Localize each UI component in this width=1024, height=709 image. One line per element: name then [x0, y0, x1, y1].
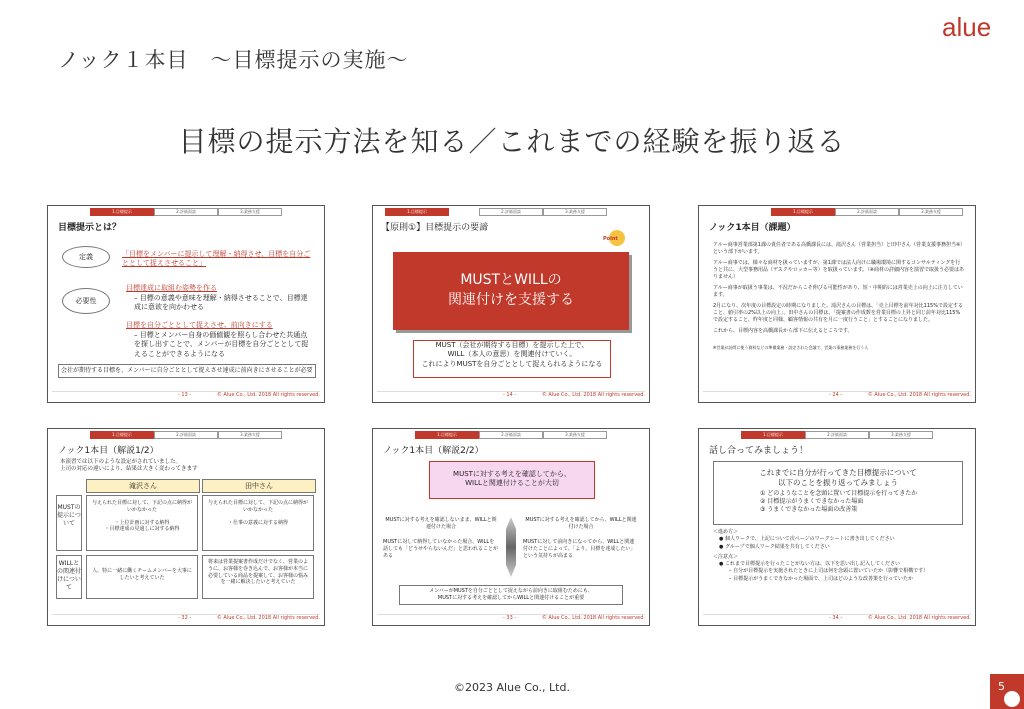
assignment-paragraph: アルー商事営業部第1課の責任者である高橋課長には、滝沢さん（営業担当）と田中さん（営業支援事務担当※）という部下がいます。	[713, 242, 963, 255]
explanation-line: これによりMUSTを自分ごととして捉えられるようになる	[421, 359, 603, 368]
necessity-point-2: 目標を自分ごととして捉えさせ、前向きにする	[126, 321, 273, 329]
slide-thumbnail	[698, 205, 976, 403]
discussion-question: これまでに自分が行ってきた目標提示について	[759, 468, 917, 477]
instruction-item: ● 個人ワークで、上記について次ページのワークシートに書き出してください	[719, 536, 895, 543]
slide-thumbnail	[47, 428, 325, 626]
alue-logo: alue	[942, 12, 992, 42]
slide-title: 目標提示とは？	[58, 223, 122, 233]
column-header: 滝沢さん	[86, 479, 200, 493]
intro-line: 上司の対応の違いにより、結果は大きく変わってきます	[60, 466, 198, 473]
slide-thumbnail	[372, 205, 650, 403]
explanation-line: WILL（本人の意思）を関連付けていく。	[447, 350, 577, 359]
page-footer-copyright: ©2023 Alue Co., Ltd.	[454, 681, 570, 694]
intro-line: 本演習では以下のような設定がされていました。	[60, 459, 182, 465]
instruction-item: ● グループで個人ワーク結果を共有してください	[719, 543, 830, 550]
slide-tab: 3.業務支援	[869, 431, 933, 439]
explanation-intro	[60, 459, 197, 474]
slide-tab: 1.目標提示	[90, 208, 154, 216]
necessity-point-1: 目標達成に取組む姿勢を作る	[126, 284, 217, 292]
left-case-bullet: MUSTに対して納得していなかった場合、WILLを話しても「どうせやらないんだ」と思われることがある	[383, 539, 499, 559]
discussion-item: ② 目標提示がうまくできなかった場面	[760, 498, 864, 506]
necessity-point-2-body: – 目標とメンバー自身の価値観を照らし合わせた共通点を探し出すことで、メンバーが目標を自分ごととして捉えることができるようになる	[134, 331, 309, 358]
assignment-paragraph: アルー商事では、様々な商材を扱っていますが、第1課では法人向けに職場環境に関するコンサルティングを行うと共に、大型事務用品（デスクやロッカー等）を取扱っています。（※商材の詳細内容を演習で取扱う必要はありません）	[713, 260, 964, 280]
row-header: WILLとの関連付けについて	[56, 555, 82, 599]
slide-number: - 32 -	[178, 615, 192, 621]
slide-copyright: © Alue Co., Ltd. 2018 All rights reserved.	[867, 392, 971, 398]
slide-title: 話し合ってみましょう！	[709, 446, 809, 456]
instruction-text: グループで個人ワーク結果を共有してください	[724, 543, 830, 550]
slide-number: - 14 -	[503, 392, 517, 398]
slide-tab: 2.評価面談	[479, 208, 543, 216]
slide-copyright: © Alue Co., Ltd. 2018 All rights reserved.	[216, 392, 320, 398]
cell-text: ・仕事の意義に対する納得	[227, 519, 288, 526]
left-case-heading: MUSTに対する考えを確認しないまま、WILLと関連付けた場合	[385, 517, 497, 530]
slide-tab: 3.業務支援	[218, 208, 282, 216]
discussion-question: 以下のことを振り返ってみましょう	[778, 478, 898, 488]
slide-tab: 1.目標提示	[385, 208, 449, 216]
note-subitem: – 自分が目標提示を実施されたときに上司は何を念頭に置いていたか（影響で相構です）	[729, 568, 929, 575]
discussion-item: ① どのようなことを念頭に置いて目標提示を行ってきたか	[760, 490, 918, 498]
note-text: これまで目標提示を行ったことがない方は、以下を思い出し記入してください	[724, 561, 900, 567]
note-item: ● これまで目標提示を行ったことがない方は、以下を思い出し記入してください	[719, 561, 900, 567]
discussion-item: ③ うまくできなかった場面の改善策	[760, 506, 858, 514]
page-heading: 目標の提示方法を知る／これまでの経験を振り返る	[178, 125, 846, 158]
slide-thumbnail	[47, 205, 325, 403]
slide-tab: 1.目標提示	[741, 431, 805, 439]
slide-tab: 3.業務支援	[543, 208, 607, 216]
assignment-note: ※営業が訪問に使う資料などの準備業務・設定された会議で、営業の事務業務を行う人	[713, 345, 869, 350]
slide-number: - 13 -	[178, 392, 192, 398]
slide-copyright: © Alue Co., Ltd. 2018 All rights reserved.	[216, 615, 320, 621]
slide-copyright: © Alue Co., Ltd. 2018 All rights reserved.	[541, 392, 645, 398]
instructions-heading: ＜進め方＞	[713, 529, 739, 535]
slide-title: 【原則①】目標提示の要諦	[381, 223, 489, 233]
necessity-point-1-body: – 目標の意義や意味を理解・納得させることで、目標達成に意欲を向かわせる	[134, 294, 308, 312]
key-message-banner	[429, 461, 595, 499]
definition-text: 「目標をメンバーに提示して理解・納得させ、目標を自分ごととして捉えさせること」	[122, 250, 311, 268]
assignment-body	[713, 242, 965, 351]
right-case-heading: MUSTに対する考えを確認してから、WILLと関連付けた場合	[525, 517, 637, 530]
page-number-badge	[990, 674, 1024, 709]
slide-tabs	[48, 431, 324, 439]
page-number: 5	[998, 680, 1005, 693]
slide-tab: 3.業務支援	[543, 431, 607, 439]
column-header: 田中さん	[202, 479, 316, 493]
assignment-paragraph: 2月になり、次年度の目標設定の時期になりました。滝沢さんの目標は、「売上目標を前年対比115%で設定すること、値引率の2%以上の向上」、田中さんの目標は、「提案書の作成数を営業目標の上昇と同じ前年対比115%で設定すること、昨年度と同様、顧客情報の共有を月に一度行うこと」とすることになりました。	[713, 303, 963, 323]
slide-tab: 1.目標提示	[415, 431, 479, 439]
slide-copyright: © Alue Co., Ltd. 2018 All rights reserved.	[541, 615, 645, 621]
discussion-box	[713, 461, 963, 525]
slide-thumbnail	[372, 428, 650, 626]
slide-tabs	[373, 431, 649, 439]
slide-title: ノック1本目（解説1/2）	[58, 446, 159, 456]
slide-tab: 3.業務支援	[899, 208, 963, 216]
instruction-text: 個人ワークで、上記について次ページのワークシートに書き出してください	[724, 536, 895, 543]
banner-line: MUSTとWILLの	[460, 272, 562, 288]
slide-tabs	[48, 208, 324, 216]
slide-tabs	[373, 208, 649, 216]
necessity-label: 必要性	[62, 288, 110, 314]
conclusion-line: メンバーがMUSTを自分ごととして捉えながら前向きに取組むためにも、	[429, 588, 593, 594]
slide-title: ノック1本目（解説2/2）	[383, 446, 484, 456]
slide-tab: 2.評価面談	[835, 208, 899, 216]
banner-line: WILLと関連付けることが大切	[465, 479, 559, 488]
cell-text: 与えられた目標に対して、下記の点に納得がいかなかった	[92, 500, 192, 513]
slide-tabs	[699, 208, 975, 216]
slide-tab: 3.業務支援	[218, 431, 282, 439]
page-badge-dot-icon	[1004, 691, 1020, 707]
slide-tab: 2.評価面談	[805, 431, 869, 439]
table-cell: 人、特に一緒に働くチームメンバーを大事にしたいと考えていた	[86, 555, 198, 599]
slide-tab: 1.目標提示	[90, 431, 154, 439]
point-label: Point	[603, 236, 618, 242]
comparison-divider-icon	[506, 517, 516, 577]
assignment-paragraph: これから、目標内容を高橋課長から部下に伝えるところです。	[713, 328, 853, 334]
slide-tabs	[699, 431, 975, 439]
assignment-paragraph: アルー商事が取扱う事業は、不況だからこそ伸びる可能性があり、短・中期的には営業売上の向上に注力しています。	[713, 285, 963, 298]
table-cell	[86, 495, 198, 551]
slide-tab: 2.評価面談	[479, 431, 543, 439]
slide-thumbnail	[698, 428, 976, 626]
banner-line: MUSTに対する考えを確認してから、	[453, 470, 571, 478]
slide-number: - 34 -	[829, 615, 843, 621]
explanation-line: MUST（会社が期待する目標）を提示した上で、	[435, 341, 589, 349]
right-case-bullet: MUSTに対して前向きになってから、WILLと関連付けたことによって、「より、目標を達成したい」という気持ちが高まる	[523, 539, 636, 559]
cell-text: ・上位計画に対する納得 ・目標達成の見通しに対する納得	[104, 519, 180, 533]
slide-tab: 1.目標提示	[771, 208, 835, 216]
page-header-title: ノック１本目 〜目標提示の実施〜	[58, 48, 409, 72]
slide-tab: 2.評価面談	[154, 431, 218, 439]
slide-title: ノック1本目（課題）	[709, 223, 796, 233]
banner-line: 関連付けを支援する	[448, 292, 574, 308]
cell-text: 与えられた目標に対して、下記の点に納得がいかなかった	[208, 500, 308, 513]
definition-label: 定義	[62, 246, 110, 268]
slide-tab: 2.評価面談	[154, 208, 218, 216]
principle-banner	[393, 252, 629, 330]
row-header: MUSTの提示について	[56, 495, 82, 551]
table-cell: 将来は営業提案書作成だけでなく、営業のように、お客様を巻き込んで、お客様が本当に必要している商品を提案して、お客様の悩みを一緒に解決したいと考えていた	[202, 555, 314, 599]
conclusion-box	[399, 585, 623, 605]
table-cell	[202, 495, 314, 551]
instructions	[713, 529, 965, 583]
slide-number: - 33 -	[503, 615, 517, 621]
slide-copyright: © Alue Co., Ltd. 2018 All rights reserved.	[867, 615, 971, 621]
notes-heading: ＜注意点＞	[713, 553, 739, 560]
summary-box: 会社が期待する目標を、メンバーに自分ごととして捉えさせ達成に前向きにさせることが必要	[58, 364, 316, 378]
principle-explanation	[413, 340, 611, 378]
conclusion-line: MUSTに対する考えを確認してからWILLと関連付けることが重要	[437, 594, 585, 601]
note-subitem: – 目標提示がうまくできなかった場面で、上司はどのような改善策を行っていたか	[729, 575, 913, 582]
slide-number: - 24 -	[829, 392, 843, 398]
